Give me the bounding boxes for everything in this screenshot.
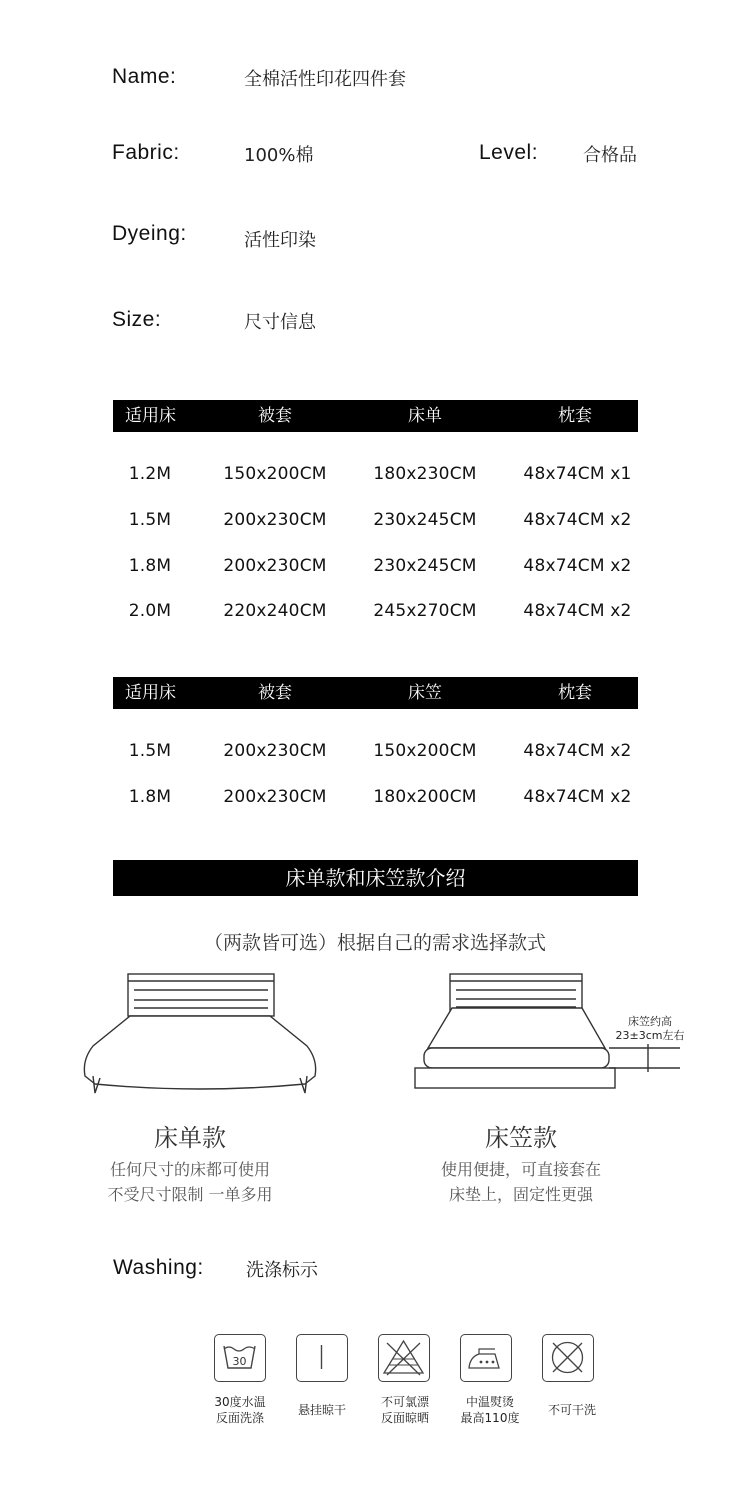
- styles-intro: （两款皆可选）根据自己的需求选择款式: [203, 932, 546, 954]
- flat-sheet-desc-line1: 任何尺寸的床都可使用: [109, 1160, 270, 1179]
- iron-caption-line2: 最高110度: [460, 1411, 520, 1425]
- no-bleach-icon: [378, 1334, 430, 1382]
- table1-cell: 2.0M: [128, 601, 172, 621]
- table1-cell: 245x270CM: [373, 601, 477, 621]
- fitted-height-line2: 23±3cm左右: [615, 1029, 685, 1042]
- fitted-sheet-title: 床笠款: [485, 1124, 557, 1152]
- name-label: Name:: [112, 65, 177, 88]
- no-dry-clean-icon: [542, 1334, 594, 1382]
- table2-cell: 1.5M: [128, 741, 172, 761]
- table1-cell: 1.8M: [128, 556, 172, 576]
- size-label: Size:: [112, 308, 162, 331]
- dyeing-value: 活性印染: [244, 230, 316, 251]
- fitted-height-line1: 床笠约高: [628, 1015, 672, 1028]
- table1-header-pillow: 枕套: [558, 406, 592, 426]
- table2-header-fitted: 床笠: [408, 683, 442, 703]
- no-bleach-caption: [365, 1394, 445, 1426]
- hang-dry-icon: [296, 1334, 348, 1382]
- no-bleach-caption-line1: 不可氯漂: [380, 1395, 429, 1409]
- table1-cell: 200x230CM: [223, 556, 327, 576]
- name-value: 全棉活性印花四件套: [244, 69, 406, 90]
- table1-cell: 48x74CM x2: [523, 601, 632, 621]
- table1-cell: 48x74CM x1: [523, 464, 632, 484]
- table2-cell: 1.8M: [128, 787, 172, 807]
- table2-header-bed: 适用床: [125, 683, 176, 703]
- table1-cell: 200x230CM: [223, 510, 327, 530]
- fitted-sheet-desc-line2: 床垫上，固定性更强: [448, 1185, 593, 1204]
- fitted-height-note: [605, 1015, 695, 1043]
- table2-cell: 48x74CM x2: [523, 741, 632, 761]
- iron-caption: [450, 1394, 530, 1426]
- table1-cell: 150x200CM: [223, 464, 327, 484]
- wash-caption-line2: 反面洗涤: [215, 1411, 264, 1425]
- wash-caption: [200, 1394, 280, 1426]
- fitted-sheet-desc-line1: 使用便捷，可直接套在: [440, 1160, 601, 1179]
- hang-dry-caption: [282, 1402, 362, 1418]
- flat-sheet-desc: [60, 1157, 320, 1207]
- table1-header-bed: 适用床: [125, 406, 176, 426]
- table1-cell: 48x74CM x2: [523, 556, 632, 576]
- table1-cell: 48x74CM x2: [523, 510, 632, 530]
- size-value: 尺寸信息: [244, 312, 316, 333]
- fabric-value: 100%棉: [244, 145, 314, 166]
- table2-cell: 48x74CM x2: [523, 787, 632, 807]
- table1-cell: 230x245CM: [373, 556, 477, 576]
- table2-header-duvet: 被套: [258, 683, 292, 703]
- table1-cell: 1.2M: [128, 464, 172, 484]
- no-dry-clean-caption: [532, 1402, 612, 1418]
- flat-sheet-bed-icon: [75, 968, 325, 1098]
- no-dry-clean-caption-line1: 不可干洗: [547, 1403, 596, 1417]
- dyeing-label: Dyeing:: [112, 222, 187, 245]
- fitted-sheet-desc: [391, 1157, 651, 1207]
- styles-banner: 床单款和床笠款介绍: [113, 860, 638, 896]
- table1-header-sheet: 床单: [408, 406, 442, 426]
- table2-cell: 200x230CM: [223, 741, 327, 761]
- fabric-label: Fabric:: [112, 141, 180, 164]
- flat-sheet-title: 床单款: [154, 1124, 226, 1152]
- table1-header-duvet: 被套: [258, 406, 292, 426]
- table2-header-pillow: 枕套: [558, 683, 592, 703]
- washing-value: 洗涤标示: [246, 1260, 318, 1281]
- level-label: Level:: [479, 141, 539, 164]
- table2-cell: 180x200CM: [373, 787, 477, 807]
- table2-cell: 150x200CM: [373, 741, 477, 761]
- washing-label: Washing:: [113, 1256, 204, 1279]
- table2-header: [113, 677, 638, 709]
- table1-header: [113, 400, 638, 432]
- wash-caption-line1: 30度水温: [214, 1395, 266, 1409]
- flat-sheet-desc-line2: 不受尺寸限制 一单多用: [107, 1185, 273, 1204]
- table1-cell: 180x230CM: [373, 464, 477, 484]
- table1-cell: 230x245CM: [373, 510, 477, 530]
- wash-temp-text: 30: [232, 1355, 247, 1368]
- iron-medium-icon: [460, 1334, 512, 1382]
- table2-cell: 200x230CM: [223, 787, 327, 807]
- no-bleach-caption-line2: 反面晾晒: [380, 1411, 429, 1425]
- wash-30-icon: [214, 1334, 266, 1382]
- table1-cell: 220x240CM: [223, 601, 327, 621]
- table1-cell: 1.5M: [128, 510, 172, 530]
- hang-dry-caption-line1: 悬挂晾干: [297, 1403, 346, 1417]
- level-value: 合格品: [583, 145, 637, 166]
- iron-caption-line1: 中温熨烫: [465, 1395, 514, 1409]
